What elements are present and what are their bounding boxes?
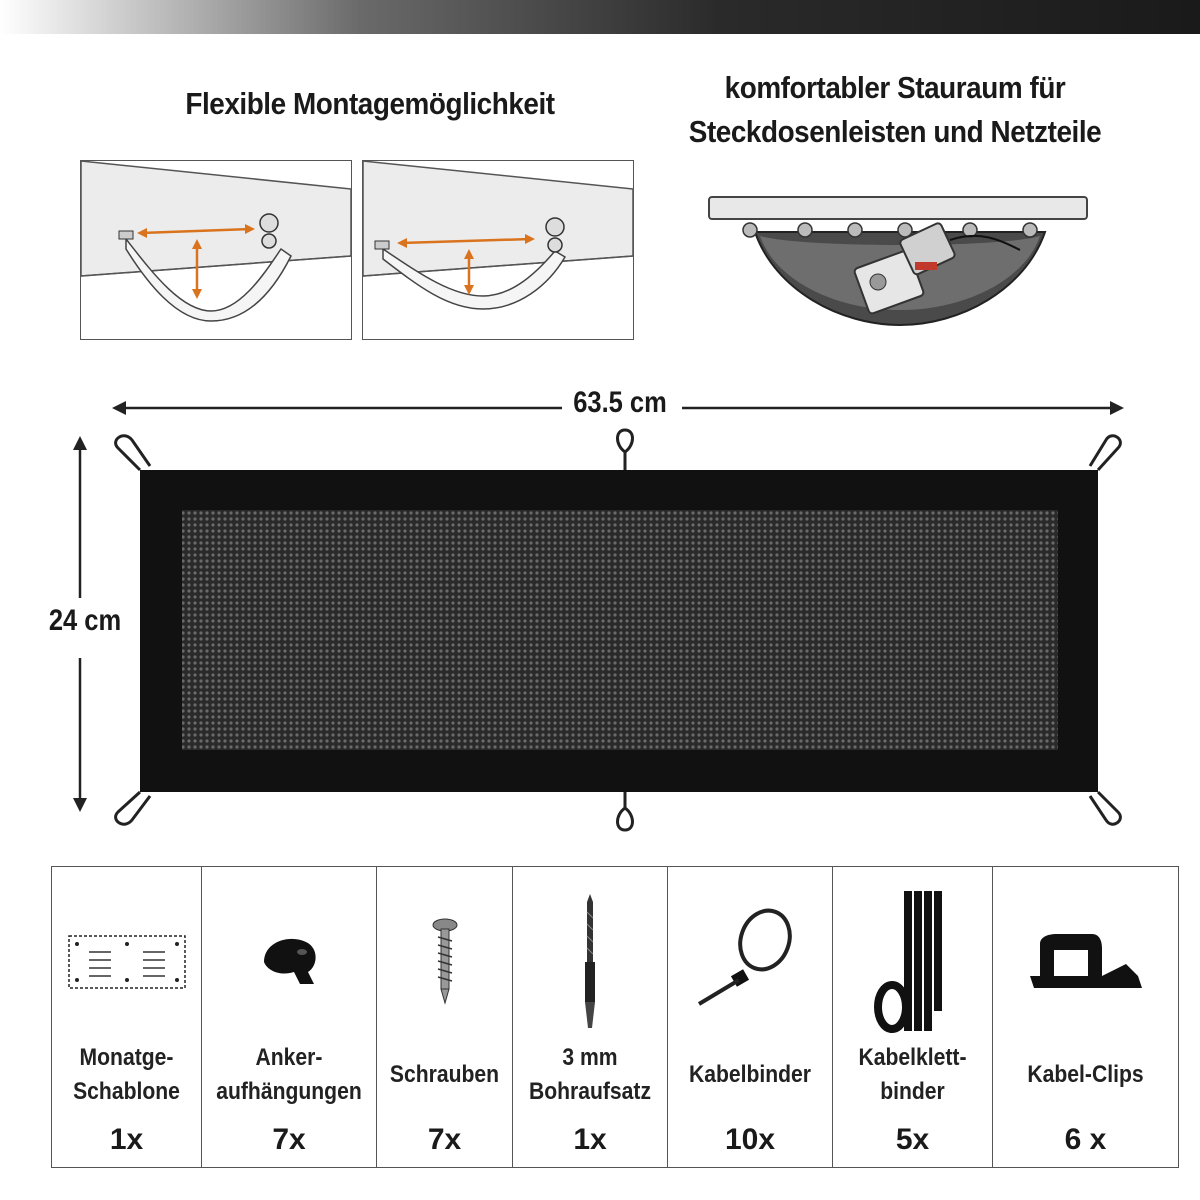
item-quantity: 1x (109, 1123, 144, 1156)
item-quantity: 7x (427, 1123, 462, 1156)
item-cell-anchor-hooks (202, 867, 377, 1167)
hook-top-right (1090, 436, 1120, 470)
net-mesh (182, 510, 1058, 750)
storage-heading-line1: komfortabler Stauraum für (724, 70, 1066, 105)
item-quantity: 6 x (1064, 1123, 1107, 1156)
anchor-hook-icon (202, 877, 376, 1047)
item-label: Kabelklett- binder (858, 1044, 967, 1105)
item-cell-template (52, 867, 202, 1167)
item-quantity: 7x (272, 1123, 306, 1156)
package-contents-table (51, 866, 1179, 1168)
width-dimension: 63.5 cm (573, 386, 667, 419)
hook-bottom-left (116, 792, 150, 824)
cable-clip-icon (993, 877, 1178, 1047)
hook-top-center (618, 430, 633, 470)
velcro-strap-icon (833, 877, 992, 1047)
item-quantity: 5x (895, 1123, 930, 1156)
hook-top-left (116, 436, 150, 470)
item-label: 3 mm Bohraufsatz (528, 1044, 652, 1105)
item-quantity: 1x (573, 1123, 607, 1156)
template-icon (52, 877, 201, 1047)
item-label: Monatge- Schablone (73, 1044, 180, 1105)
cable-tie-icon (668, 877, 832, 1047)
item-quantity: 10x (724, 1123, 776, 1156)
drill-bit-icon (513, 877, 667, 1047)
item-label: Anker- aufhängungen (216, 1044, 362, 1105)
mounting-heading: Flexible Montagemöglichkeit (185, 86, 555, 121)
item-cell-cable-ties (668, 867, 833, 1167)
hook-bottom-center (618, 792, 633, 830)
screw-icon (377, 877, 512, 1047)
item-label: Kabel-Clips (1027, 1061, 1144, 1088)
item-label: Kabelbinder (688, 1061, 812, 1088)
item-cell-velcro-straps (833, 867, 993, 1167)
item-cell-drill-bit (513, 867, 668, 1167)
item-cell-cable-clips (993, 867, 1178, 1167)
storage-heading-line2: Steckdosenleisten und Netzteile (688, 114, 1102, 149)
item-cell-screws (377, 867, 513, 1167)
hook-bottom-right (1090, 792, 1120, 824)
height-dimension: 24 cm (48, 604, 122, 637)
item-label: Schrauben (389, 1061, 500, 1088)
